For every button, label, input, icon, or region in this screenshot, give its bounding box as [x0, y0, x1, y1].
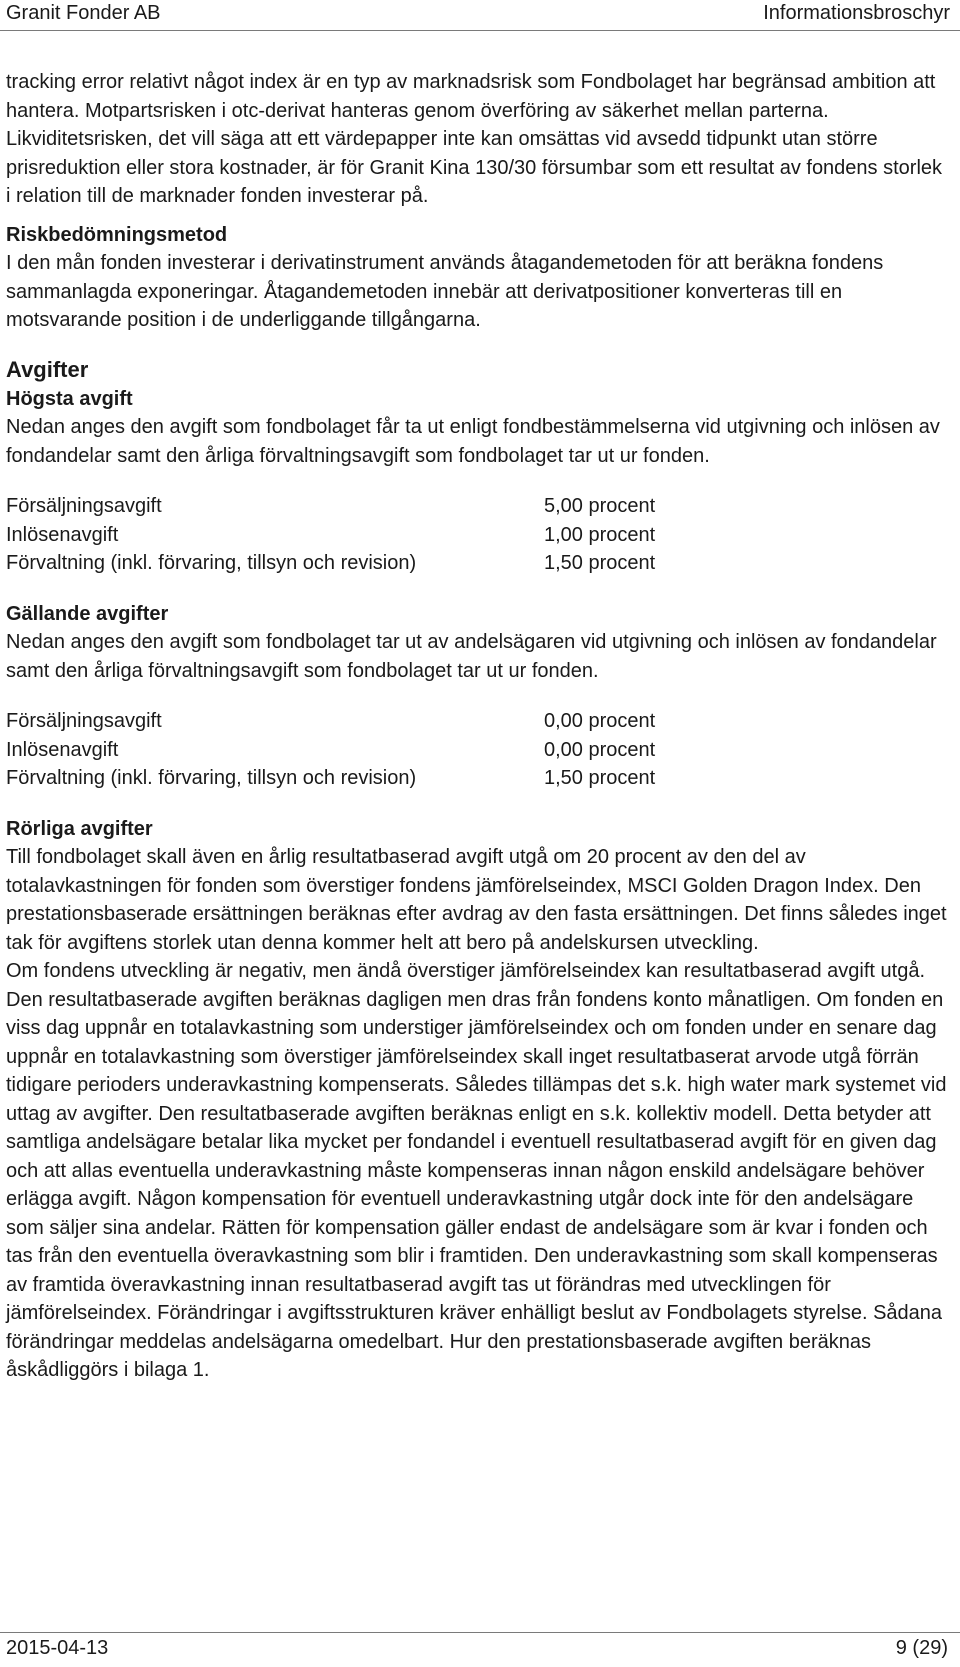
intro-paragraph: tracking error relativt något index är en typ av marknadsrisk som Fondbolaget har begränsad ambition att hantera. Motpartsrisken i otc-derivat hanteras genom överföring av säkerhet mellan parterna. Likviditetsrisken, det vill säga att ett värdepapper inte kan omsättas vid avsedd tidpunkt utan större prisreduktion eller stora kostnader, är för Granit Kina 130/30 försumbar som ett resultat av fondens storlek i relation till de marknader fonden investerar på.	[6, 71, 943, 207]
page-content	[6, 68, 950, 1385]
max-fees-heading: Högsta avgift	[6, 387, 133, 410]
max-fees-paragraph: Nedan anges den avgift som fondbolaget får ta ut enligt fondbestämmelserna vid utgivning och inlösen av fondandelar samt den årliga förvaltningsavgift som fondbolaget tar ut ur fonden.	[6, 416, 940, 467]
page-header	[0, 0, 960, 31]
variable-fees-heading: Rörliga avgifter	[6, 817, 153, 840]
fee-row	[6, 736, 950, 765]
fee-label: Försäljningsavgift	[6, 495, 162, 517]
fee-label: Förvaltning (inkl. förvaring, tillsyn och revision)	[6, 767, 417, 789]
fee-row	[6, 707, 950, 736]
current-fees-table	[6, 707, 950, 793]
fee-value: 0,00 procent	[544, 738, 656, 761]
fee-label: Förvaltning (inkl. förvaring, tillsyn och revision)	[6, 552, 417, 574]
fee-label: Inlösenavgift	[6, 738, 119, 761]
fee-value: 1,00 procent	[544, 523, 656, 546]
fee-value: 1,50 procent	[544, 552, 656, 574]
risk-method-heading: Riskbedömningsmetod	[6, 223, 228, 246]
current-fees-heading: Gällande avgifter	[6, 602, 169, 625]
page-footer	[0, 1632, 960, 1667]
fee-value: 1,50 procent	[544, 767, 656, 789]
fee-row	[6, 492, 950, 521]
fee-row	[6, 764, 950, 793]
header-company: Granit Fonder AB	[6, 2, 161, 24]
max-fees-table	[6, 492, 950, 578]
footer-date: 2015-04-13	[6, 1637, 109, 1659]
fee-label: Inlösenavgift	[6, 523, 119, 546]
fee-value: 5,00 procent	[544, 495, 656, 517]
variable-fees-paragraph-1: Till fondbolaget skall även en årlig resultatbaserad avgift utgå om 20 procent av den del av totalavkastningen för fonden som överstiger fondens jämförelseindex, MSCI Golden Dragon Index. Den prestationsbaserade ersättningen beräknas efter avdrag av den fasta ersättningen. Det finns således inget tak för avgiftens storlek utan denna kommer helt att bero på andelskursen utveckling.	[6, 846, 947, 954]
fee-row	[6, 521, 950, 550]
header-doc-type: Informationsbroschyr	[763, 2, 950, 24]
fee-row	[6, 549, 950, 578]
fees-heading: Avgifter	[6, 356, 89, 382]
fee-label: Försäljningsavgift	[6, 710, 162, 732]
risk-method-paragraph: I den mån fonden investerar i derivatinstrument används åtagandemetoden för att beräkna fondens sammanlagda exponeringar. Åtagandemetoden innebär att derivatpositioner konverteras till en motsvarande position i de underliggande tillgångarna.	[6, 252, 884, 331]
footer-page-number: 9 (29)	[895, 1637, 948, 1659]
current-fees-paragraph: Nedan anges den avgift som fondbolaget tar ut av andelsägaren vid utgivning och inlösen av fondandelar samt den årliga förvaltningsavgift som fondbolaget tar ut ur fonden.	[6, 631, 937, 682]
variable-fees-paragraph-2: Om fondens utveckling är negativ, men ändå överstiger jämförelseindex kan resultatbaserad avgift utgå. Den resultatbaserade avgiften beräknas dagligen men dras från fondens konto månatligen. Om fonden en viss dag uppnår en totalavkastning som understiger jämförelseindex och om fonden under en senare dag uppnår en totalavkastning som överstiger jämförelseindex skall inget resultatbaserat arvode utgå förrän tidigare perioders underavkastning kompenserats. Således tillämpas det s.k. high water mark systemet vid uttag av avgifter. Den resultatbaserade avgiften beräknas enligt en s.k. kollektiv modell. Detta betyder att samtliga andelsägare betalar lika mycket per fondandel i eventuell resultatbaserad avgift för en given dag och att allas eventuella underavkastning måste kompenseras innan någon enskild andelsägare behöver erlägga avgift. Någon kompensation för eventuell underavkastning utgår dock inte för den andelsägare som säljer sina andelar. Rätten för kompensation gäller endast de andelsägare som är kvar i fonden och tas från den eventuella överavkastning som blir i framtiden. Den underavkastning som skall kompenseras av framtida överavkastning innan resultatbaserad avgift tas ut förändras med utvecklingen för jämförelseindex. Förändringar i avgiftsstrukturen kräver enhälligt beslut av Fondbolagets styrelse. Sådana förändringar meddelas andelsägarna omedelbart. Hur den prestationsbaserade avgiften beräknas åskådliggörs i bilaga 1.	[6, 960, 947, 1381]
fee-value: 0,00 procent	[544, 710, 656, 732]
